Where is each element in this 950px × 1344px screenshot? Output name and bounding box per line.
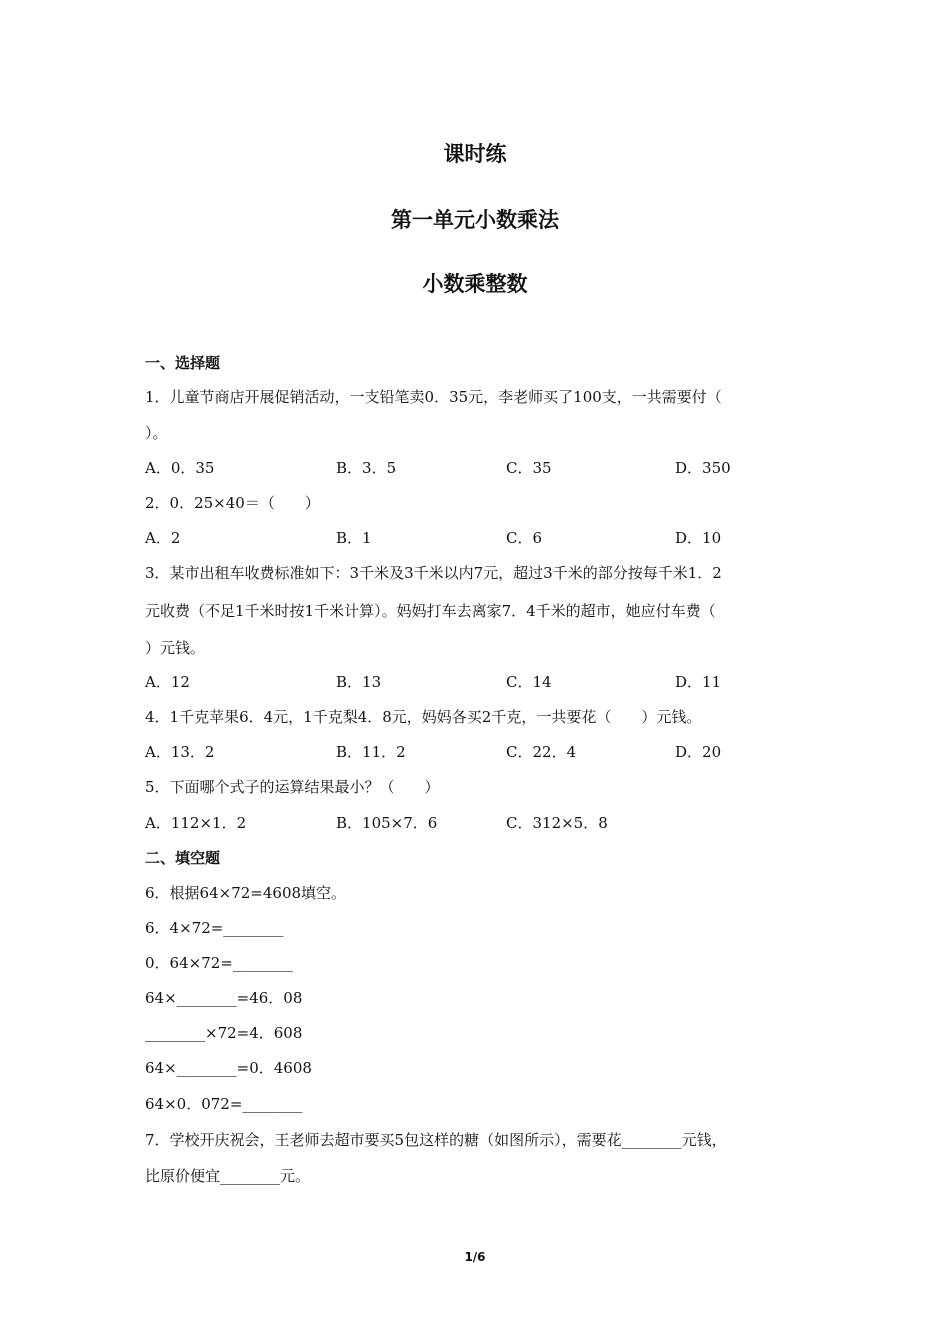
- q1-option-c: C．35: [506, 459, 552, 477]
- q5-options: [145, 813, 805, 833]
- q3-options: [145, 672, 805, 692]
- q1-text-line1: 1．儿童节商店开展促销活动，一支铅笔卖0．35元，李老师买了100支，一共需要付（: [145, 388, 722, 406]
- q6-text-line1: 6．根据64×72=4608填空。: [145, 884, 347, 902]
- q4-text-line1: 4．1千克苹果6．4元，1千克梨4．8元，妈妈各买2千克，一共要花（ ）元钱。: [145, 708, 702, 726]
- q1-option-d: D．350: [675, 459, 731, 477]
- page-number: 1/6: [464, 1250, 486, 1264]
- q5-option-c: C．312×5．8: [506, 814, 608, 832]
- q6-blank-item: 64×________=0．4608: [145, 1059, 312, 1077]
- q4-options: [145, 742, 805, 762]
- q3-text-line2: 元收费（不足1千米时按1千米计算）。妈妈打车去离家7．4千米的超市，她应付车费（: [145, 602, 716, 620]
- q3-option-b: B．13: [336, 673, 382, 691]
- q5-text-line1: 5．下面哪个式子的运算结果最小？（ ）: [145, 778, 440, 796]
- q2-option-a: A．2: [145, 529, 181, 547]
- q3-text-line1: 3．某市出租车收费标准如下：3千米及3千米以内7元，超过3千米的部分按每千米1．2: [145, 564, 722, 582]
- q6-blank-item: 6．4×72=________: [145, 919, 284, 937]
- q4-option-a: A．13．2: [145, 743, 215, 761]
- unit-title: 第一单元小数乘法: [391, 208, 559, 232]
- q5-option-b: B．105×7．6: [336, 814, 438, 832]
- q2-options: [145, 528, 805, 548]
- q3-option-a: A．12: [145, 673, 190, 691]
- section-choice-heading: 一、选择题: [145, 354, 221, 372]
- q2-option-b: B．1: [336, 529, 372, 547]
- doc-title: 课时练: [443, 142, 507, 166]
- q6-blank-item: 64×________=46．08: [145, 989, 303, 1007]
- q1-option-b: B．3．5: [336, 459, 397, 477]
- q6-blank-item: ________×72=4．608: [145, 1024, 303, 1042]
- section-fill-heading: 二、填空题: [145, 849, 221, 867]
- q1-text-line2: ）。: [145, 424, 168, 442]
- q2-option-c: C．6: [506, 529, 543, 547]
- q6-blank-item: 0．64×72=________: [145, 954, 293, 972]
- q1-option-a: A．0．35: [145, 459, 215, 477]
- q3-option-c: C．14: [506, 673, 552, 691]
- q2-option-d: D．10: [675, 529, 722, 547]
- q3-option-d: D．11: [675, 673, 722, 691]
- q3-text-line3: ）元钱。: [145, 639, 206, 657]
- q4-option-d: D．20: [675, 743, 722, 761]
- q2-text-line1: 2．0．25×40＝（ ）: [145, 494, 320, 512]
- q4-option-c: C．22．4: [506, 743, 577, 761]
- q4-option-b: B．11．2: [336, 743, 406, 761]
- q7-text-line2: 比原价便宜________元。: [145, 1167, 311, 1185]
- q1-options: [145, 458, 805, 478]
- q5-option-a: A．112×1．2: [145, 814, 247, 832]
- q7-text-line1: 7．学校开庆祝会，王老师去超市要买5包这样的糖（如图所示），需要花________元钱，: [145, 1131, 727, 1149]
- q6-blank-item: 64×0．072=________: [145, 1095, 303, 1113]
- lesson-title: 小数乘整数: [422, 272, 528, 296]
